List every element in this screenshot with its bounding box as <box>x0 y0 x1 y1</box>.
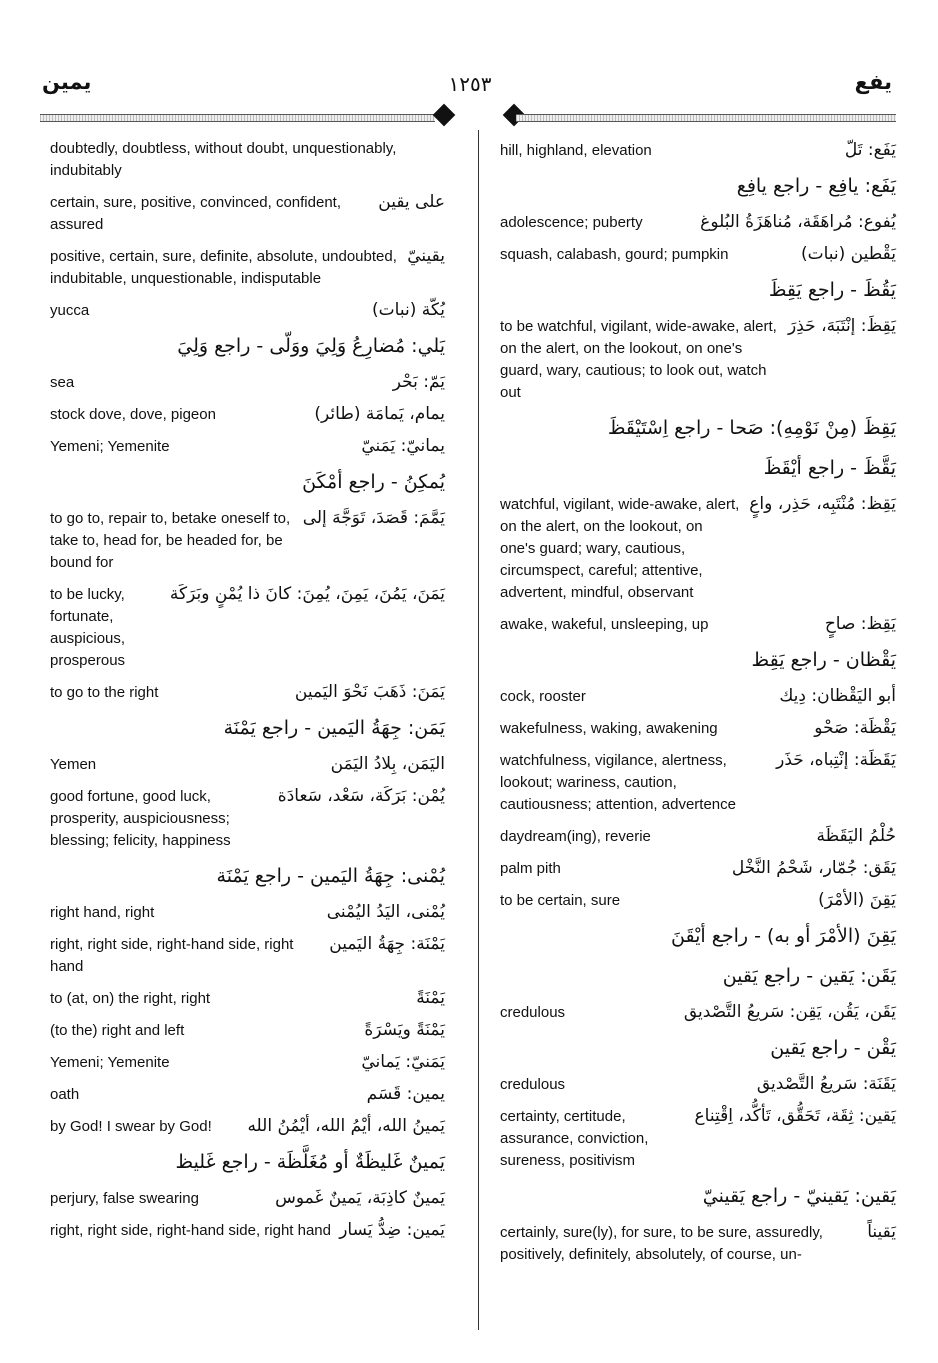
dictionary-entry <box>500 492 896 604</box>
dictionary-entry <box>50 986 445 1010</box>
entry-english: right, right side, right-hand side, right hand <box>50 1222 331 1239</box>
dictionary-entry <box>50 1146 445 1178</box>
entry-arabic: يَمَنَ: ذَهَبَ نَحْوَ اليَمين <box>294 682 445 702</box>
entry-arabic: اليَمَن، بِلادُ اليَمَن <box>330 754 445 774</box>
dictionary-entry <box>500 170 896 202</box>
dictionary-entry <box>50 680 445 704</box>
entry-arabic: يَمْنَةً <box>416 988 445 1008</box>
entry-arabic: يمين: قَسَم <box>366 1084 445 1104</box>
dictionary-entry <box>50 1186 445 1210</box>
entry-arabic: يَقَنَة: سَريعُ التَّصْديق <box>756 1074 896 1094</box>
entry-english: perjury, false swearing <box>50 1190 199 1207</box>
entry-english: to be certain, sure <box>500 892 621 909</box>
entry-arabic: يَقُظَ - راجع يَقِظَ <box>768 279 896 301</box>
dictionary-entry <box>500 856 896 880</box>
dictionary-entry <box>500 716 896 740</box>
diamond-ornament-icon <box>433 104 456 127</box>
dictionary-entry <box>500 242 896 266</box>
dictionary-entry <box>500 210 896 234</box>
dictionary-entry <box>50 466 445 498</box>
entry-arabic: يَمَنيّ: يَمانيّ <box>361 1052 445 1072</box>
entry-arabic: يَمَّمَ: قَصَدَ، تَوَجَّهَ إلى <box>302 508 445 528</box>
column-divider <box>478 130 479 1330</box>
entry-arabic: يَقين: يَقينيّ - راجع يَقينيّ <box>702 1185 896 1207</box>
entry-arabic: يُمْنى، اليَدُ اليُمْنى <box>326 902 445 922</box>
dictionary-entry <box>50 900 445 924</box>
entry-arabic: يُمْنى: جِهَةُ اليَمين - راجع يَمْنَة <box>216 865 445 887</box>
entry-arabic: يَفَع: يافِع - راجع يافِع <box>736 175 896 197</box>
entry-english: to (at, on) the right, right <box>50 990 211 1007</box>
entry-english: watchfulness, vigilance, alertness, lookout; wariness, caution, cautiousness; attention, advertence <box>500 752 736 813</box>
entry-english: stock dove, dove, pigeon <box>50 406 216 423</box>
entry-arabic: يَقْن - راجع يَقين <box>770 1037 896 1059</box>
dictionary-entry <box>500 1104 896 1172</box>
entry-english: cock, rooster <box>500 688 586 705</box>
entry-arabic: يَمينٌ كاذِبَة، يَمينٌ غَموس <box>275 1188 445 1208</box>
entry-arabic: يَمَنَ، يَمُنَ، يَمِنَ، يُمِنَ: كانَ ذا يُمْنٍ وبَرَكَة <box>169 584 445 604</box>
entry-arabic: يَقَّظَ - راجع أيْقَظَ <box>763 457 896 479</box>
entry-english: Yemeni; Yemenite <box>50 438 170 455</box>
right-column <box>500 138 896 1274</box>
dictionary-entry <box>50 298 445 322</box>
entry-english: certainty, certitude, assurance, conviction, sureness, positivism <box>500 1108 649 1169</box>
entry-arabic: يَقْطين (نبات) <box>800 244 896 264</box>
entry-arabic: يقينيّ <box>407 246 445 266</box>
dictionary-entry <box>500 824 896 848</box>
header-rule-left <box>40 110 435 124</box>
entry-arabic: يَمْنَةً ويَسْرَةً <box>364 1020 445 1040</box>
dictionary-entry <box>50 1218 445 1242</box>
entry-arabic: يَمْنَة: جِهَةُ اليَمين <box>329 934 445 954</box>
entry-english: doubtedly, doubtless, without doubt, unquestionably, indubitably <box>50 140 397 179</box>
entry-english: adolescence; puberty <box>500 214 643 231</box>
entry-english: right hand, right <box>50 904 155 921</box>
dictionary-entry <box>500 684 896 708</box>
entry-english: yucca <box>50 302 90 319</box>
entry-english: positive, certain, sure, definite, absolute, undoubted, indubitable, unquestionable, indisputable <box>50 248 397 287</box>
dictionary-entry <box>50 932 445 978</box>
dictionary-entry <box>50 370 445 394</box>
left-column <box>50 138 445 1250</box>
entry-arabic: يَقِنَ (الأمْرَ أو به) - راجع أيْقَنَ <box>671 925 896 947</box>
dictionary-entry <box>50 860 445 892</box>
entry-english: certainly, sure(ly), for sure, to be sure, assuredly, positively, definitely, absolutely, of course, un- <box>500 1224 823 1263</box>
entry-arabic: يَمينُ الله، أيْمُ الله، أيْمُنُ الله <box>247 1116 445 1136</box>
dictionary-entry <box>500 1220 896 1266</box>
entry-english: credulous <box>500 1076 566 1093</box>
entry-arabic: يَمَن: جِهَةُ اليَمين - راجع يَمْنَة <box>223 717 445 739</box>
dictionary-entry <box>500 1032 896 1064</box>
dictionary-entry <box>500 748 896 816</box>
entry-english: to be lucky, fortunate, auspicious, prosperous <box>50 586 126 669</box>
dictionary-entry <box>50 752 445 776</box>
entry-english: awake, wakeful, unsleeping, up <box>500 616 709 633</box>
entry-english: watchful, vigilant, wide-awake, alert, on the alert, on the lookout, on one's guard; wary, cautious, circumspect, careful; attentive, advertent, mindful, observant <box>500 496 740 601</box>
dictionary-entry <box>50 506 445 574</box>
entry-arabic: يَقِظَ: إنْتَبَهَ، حَذِرَ <box>788 316 896 336</box>
dictionary-entry <box>50 244 445 290</box>
dictionary-entry <box>500 612 896 636</box>
entry-english: credulous <box>500 1004 566 1021</box>
entry-english: to go to, repair to, betake oneself to, take to, head for, be headed for, be bound for <box>50 510 291 571</box>
entry-arabic: يَقَظَة: إنْتِباه، حَذَر <box>776 750 896 770</box>
dictionary-entry <box>500 274 896 306</box>
dictionary-entry <box>50 138 445 182</box>
entry-arabic: يَقَق: جُمّار، شَحْمُ النَّخْل <box>731 858 896 878</box>
entry-arabic: يَمّ: بَحْر <box>392 372 445 392</box>
entry-arabic: يَقْظَة: صَحْو <box>814 718 896 738</box>
entry-arabic: يَقِظ: صاحٍ <box>824 614 896 634</box>
entry-arabic: يَقَن: يَقين - راجع يَقين <box>722 965 896 987</box>
entry-arabic: يَقْظان - راجع يَقِظ <box>751 649 896 671</box>
entry-english: daydream(ing), reverie <box>500 828 651 845</box>
entry-english: Yemeni; Yemenite <box>50 1054 170 1071</box>
entry-arabic: يَقيناً <box>867 1222 896 1242</box>
entry-arabic: يَقِظَ (مِنْ نَوْمِهِ): صَحا - راجع اِسْتَيْقَظَ <box>607 417 896 439</box>
dictionary-entry <box>50 1050 445 1074</box>
dictionary-entry <box>50 582 445 672</box>
page-number: ١٢٥٣ <box>448 72 492 96</box>
entry-arabic: يَمينٌ غَليظَةٌ أو مُغَلَّظَة - راجع غَليظ <box>175 1151 445 1173</box>
entry-english: wakefulness, waking, awakening <box>500 720 718 737</box>
entry-arabic: حُلْمُ اليَقَظَة <box>816 826 896 846</box>
dictionary-entry <box>50 402 445 426</box>
dictionary-entry <box>50 434 445 458</box>
running-head-left: يمين <box>42 70 92 94</box>
entry-arabic: يمانيّ: يَمَنيّ <box>361 436 445 456</box>
dictionary-entry <box>500 452 896 484</box>
entry-english: sea <box>50 374 75 391</box>
dictionary-entry <box>500 1180 896 1212</box>
entry-arabic: يُفوع: مُراهَقَة، مُناهَزَةُ البُلوغ <box>700 212 896 232</box>
running-head-right: يفع <box>854 70 892 94</box>
entry-arabic: على يقين <box>378 192 445 212</box>
entry-english: right, right side, right-hand side, right hand <box>50 936 294 975</box>
entry-arabic: أبو اليَقْظان: دِيك <box>779 686 896 706</box>
dictionary-entry <box>500 888 896 912</box>
dictionary-entry <box>50 1018 445 1042</box>
dictionary-entry <box>50 190 445 236</box>
dictionary-entry <box>500 960 896 992</box>
dictionary-entry <box>50 784 445 852</box>
entry-english: oath <box>50 1086 80 1103</box>
entry-arabic: يُكّة (نبات) <box>372 300 445 320</box>
dictionary-entry <box>50 712 445 744</box>
dictionary-entry <box>50 1114 445 1138</box>
entry-english: hill, highland, elevation <box>500 142 652 159</box>
entry-english: good fortune, good luck, prosperity, auspiciousness; blessing; felicity, happiness <box>50 788 231 849</box>
entry-arabic: يمام، يَمامَة (طائر) <box>314 404 445 424</box>
entry-arabic: يَقَن، يَقُن، يَقِن: سَريعُ التَّصْديق <box>683 1002 896 1022</box>
entry-english: to go to the right <box>50 684 159 701</box>
dictionary-entry <box>50 1082 445 1106</box>
entry-arabic: يُمكِنُ - راجع أمْكَنَ <box>302 471 445 493</box>
entry-arabic: يَمين: ضِدُّ يَسار <box>339 1220 445 1240</box>
dictionary-entry <box>500 1072 896 1096</box>
dictionary-entry <box>50 330 445 362</box>
entry-arabic: يُمْن: بَرَكَة، سَعْد، سَعادَة <box>277 786 445 806</box>
entry-english: squash, calabash, gourd; pumpkin <box>500 246 729 263</box>
entry-english: to be watchful, vigilant, wide-awake, alert, on the alert, on the lookout, on one's guard, wary, cautious; to look out, watch out <box>500 318 777 401</box>
entry-english: Yemen <box>50 756 97 773</box>
dictionary-entry <box>500 412 896 444</box>
entry-english: palm pith <box>500 860 561 877</box>
dictionary-entry <box>500 138 896 162</box>
entry-english: (to the) right and left <box>50 1022 185 1039</box>
entry-arabic: يَلي: مُضارِعُ وَلِيَ ووَلّى - راجع وَلِيَ <box>177 335 445 357</box>
dictionary-entry <box>500 644 896 676</box>
dictionary-entry <box>500 1000 896 1024</box>
entry-arabic: يَقِظ: مُنْتَبِه، حَذِر، واعٍ <box>749 494 896 514</box>
entry-english: certain, sure, positive, convinced, confident, assured <box>50 194 341 233</box>
entry-arabic: يَفَع: تَلّ <box>844 140 896 160</box>
entry-arabic: يَقين: ثِقَة، تَحَقُّق، تَأكُّد، اِقْتِناع <box>694 1106 896 1126</box>
header-rule-right <box>516 110 896 124</box>
entry-arabic: يَقِنَ (الأمْرَ) <box>818 890 896 910</box>
entry-english: by God! I swear by God! <box>50 1118 212 1135</box>
dictionary-entry <box>500 314 896 404</box>
dictionary-entry <box>500 920 896 952</box>
